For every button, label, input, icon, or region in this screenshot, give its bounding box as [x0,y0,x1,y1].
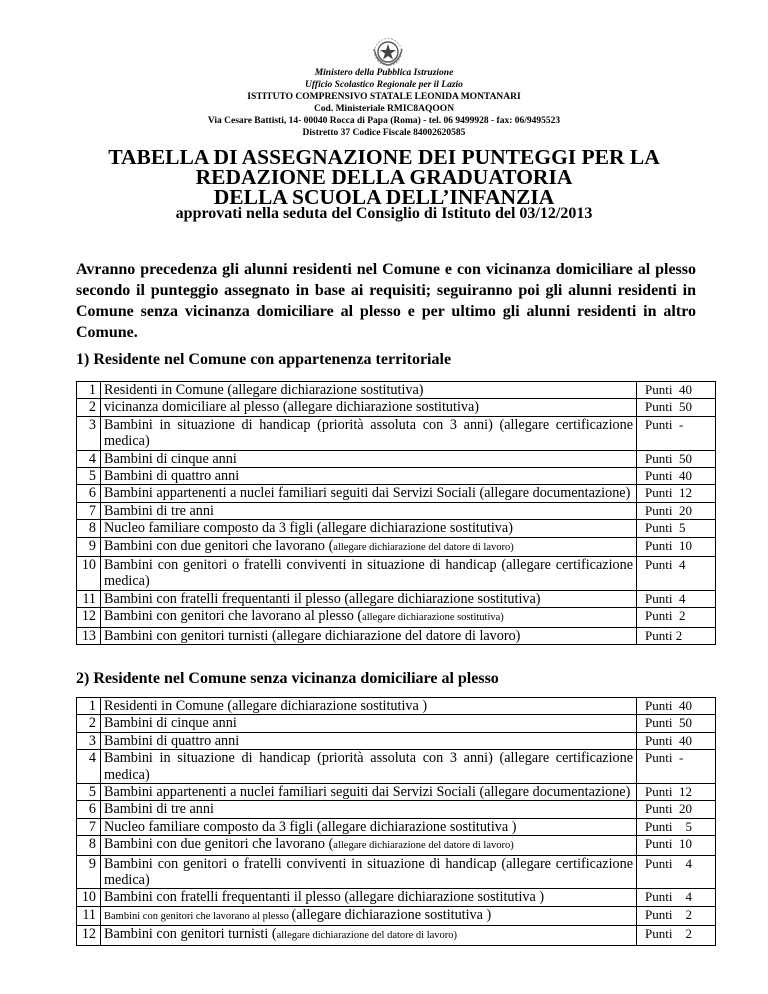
criterion-description [101,520,637,537]
criterion-description [101,836,637,855]
criterion-text: Bambini con due genitori che lavorano ( [104,537,334,554]
row-number: 7 [77,818,101,835]
title-line-1: TABELLA DI ASSEGNAZIONE DEI PUNTEGGI PER LA [108,145,660,169]
title-line-3: DELLA SCUOLA DELL’INFANZIA [213,185,555,209]
row-number: 11 [77,590,101,607]
criterion-text: Bambini di cinque anni [104,450,237,467]
row-number: 12 [77,608,101,627]
row-number: 5 [77,468,101,485]
criterion-description [101,382,637,399]
document-subtitle: approvati nella seduta del Consiglio di Istituto del 03/12/2013 [175,205,593,222]
table-row [77,416,716,450]
school-address: Via Cesare Battisti, 14- 00040 Rocca di Papa (Roma) - tel. 06 9499928 - fax: 06/9495523 [207,116,561,126]
criterion-description [101,889,637,906]
table-row [77,557,716,591]
table-row [77,906,716,925]
row-number: 9 [77,855,101,889]
row-number: 13 [77,627,101,644]
row-number: 7 [77,502,101,519]
points-value: Punti 2 [637,608,716,627]
table-row [77,537,716,556]
criterion-small-text: allegare dichiarazione del datore di lavoro) [276,930,458,942]
points-value: Punti 4 [637,889,716,906]
points-value: Punti 40 [637,732,716,749]
criterion-description [101,537,637,556]
points-value: Punti 50 [637,450,716,467]
row-number: 10 [77,557,101,591]
section-1-heading: 1) Residente nel Comune con appartenenza territoriale [76,351,452,368]
section-2-table [76,697,716,946]
table-row [77,698,716,715]
criterion-text: Bambini di quattro anni [104,732,240,749]
points-value: Punti 2 [637,627,716,644]
row-number: 10 [77,889,101,906]
row-number: 8 [77,520,101,537]
row-number: 3 [77,732,101,749]
points-value: Punti 10 [637,836,716,855]
table-row [77,450,716,467]
row-number: 12 [77,926,101,945]
criterion-description [101,855,637,889]
table-row [77,784,716,801]
criterion-description [101,698,637,715]
criterion-description [101,416,637,450]
table-row [77,750,716,784]
criterion-text: Bambini appartenenti a nuclei familiari seguiti dai Servizi Sociali (allegare documentazione) [104,485,631,502]
regional-office: Ufficio Scolastico Regionale per il Lazio [305,80,463,90]
points-value: Punti 40 [637,698,716,715]
criterion-description [101,818,637,835]
criterion-text: Bambini in situazione di handicap (priorità assoluta con 3 anni) (allegare certificazione medica) [104,750,633,783]
table-row [77,608,716,627]
table-row [77,818,716,835]
criterion-text: Bambini con genitori turnisti (allegare dichiarazione del datore di lavoro) [104,627,521,644]
points-value: Punti 10 [637,537,716,556]
criterion-text: Bambini con genitori o fratelli conviventi in situazione di handicap (allegare certificazione medica) [104,557,633,590]
section-2-heading: 2) Residente nel Comune senza vicinanza domiciliare al plesso [76,670,499,687]
criterion-description [101,926,637,945]
points-value: Punti 4 [637,855,716,889]
table-row [77,502,716,519]
row-number: 1 [77,382,101,399]
criterion-text: Nucleo familiare composto da 3 figli (allegare dichiarazione sostitutiva ) [104,818,517,835]
row-number: 5 [77,784,101,801]
points-value: Punti 2 [637,926,716,945]
table-row [77,926,716,945]
criterion-text: (allegare dichiarazione sostitutiva ) [291,906,492,923]
row-number: 4 [77,750,101,784]
intro-paragraph: Avranno precedenza gli alunni residenti nel Comune e con vicinanza domiciliare al plesso secondo il punteggio assegnato in base ai requisiti; seguiranno poi gli alunni residenti in Comune senza vicinanza domiciliare al plesso e per ultimo gli alunni residenti in altro Comune. [76,261,696,341]
criterion-text: Bambini con genitori o fratelli conviventi in situazione di handicap (allegare certificazione medica) [104,855,633,889]
criterion-text: Bambini appartenenti a nuclei familiari seguiti dai Servizi Sociali (allegare documentazione) [104,784,631,801]
criterion-description [101,557,637,591]
criterion-description [101,608,637,627]
criterion-text: Bambini di quattro anni [104,468,240,485]
row-number: 6 [77,485,101,502]
section-1-table [76,381,716,645]
criterion-description [101,627,637,644]
criterion-description [101,450,637,467]
criterion-description [101,399,637,416]
row-number: 6 [77,801,101,818]
table-row [77,889,716,906]
criterion-text: Bambini con due genitori che lavorano ( [104,836,334,853]
criterion-text: Residenti in Comune (allegare dichiarazione sostitutiva) [104,382,424,398]
criterion-text: Bambini con genitori turnisti ( [104,926,277,943]
criterion-description [101,485,637,502]
points-value: Punti - [637,750,716,784]
title-line-2: REDAZIONE DELLA GRADUATORIA [195,165,573,189]
republic-emblem-icon [371,37,405,67]
table-row [77,715,716,732]
ministry-code: Cod. Ministeriale RMIC8AQOON [313,104,455,114]
points-value: Punti 4 [637,557,716,591]
points-value: Punti 5 [637,520,716,537]
table-row [77,520,716,537]
criterion-text: Bambini di tre anni [104,502,214,519]
criterion-description [101,750,637,784]
criterion-description [101,590,637,607]
row-number: 9 [77,537,101,556]
criterion-description [101,906,637,925]
institution-header [0,67,768,139]
table-row [77,485,716,502]
criterion-description [101,784,637,801]
points-value: Punti 4 [637,590,716,607]
table-row [77,627,716,644]
points-value: Punti - [637,416,716,450]
table-row [77,836,716,855]
row-number: 8 [77,836,101,855]
criterion-text: Bambini con genitori che lavorano al plesso ( [104,608,363,625]
criterion-text: Residenti in Comune (allegare dichiarazione sostitutiva ) [104,698,428,714]
criterion-description [101,801,637,818]
table-row [77,855,716,889]
points-value: Punti 20 [637,801,716,818]
table-row [77,801,716,818]
points-value: Punti 12 [637,485,716,502]
criterion-text: Bambini di tre anni [104,801,214,818]
points-value: Punti 50 [637,715,716,732]
criterion-text: vicinanza domiciliare al plesso (allegare dichiarazione sostitutiva) [104,399,480,416]
district-tax-code: Distretto 37 Codice Fiscale 84002620585 [302,128,466,138]
criterion-description [101,502,637,519]
criterion-small-text: allegare dichiarazione del datore di lavoro) [333,541,514,553]
row-number: 2 [77,399,101,416]
criterion-small-text: Bambini con genitori che lavorano al plesso [104,910,292,922]
points-value: Punti 40 [637,382,716,399]
row-number: 11 [77,906,101,925]
table-row [77,468,716,485]
points-value: Punti 40 [637,468,716,485]
criterion-description [101,715,637,732]
points-value: Punti 12 [637,784,716,801]
points-value: Punti 20 [637,502,716,519]
points-value: Punti 5 [637,818,716,835]
criterion-small-text: allegare dichiarazione sostitutiva) [362,612,504,624]
row-number: 2 [77,715,101,732]
criterion-text: Nucleo familiare composto da 3 figli (allegare dichiarazione sostitutiva) [104,520,513,537]
criterion-text: Bambini con fratelli frequentanti il plesso (allegare dichiarazione sostitutiva) [104,590,541,607]
row-number: 4 [77,450,101,467]
criterion-text: Bambini con fratelli frequentanti il plesso (allegare dichiarazione sostitutiva ) [104,889,545,906]
criterion-description [101,468,637,485]
school-name: ISTITUTO COMPRENSIVO STATALE LEONIDA MONTANARI [247,92,521,102]
row-number: 3 [77,416,101,450]
criterion-text: Bambini in situazione di handicap (priorità assoluta con 3 anni) (allegare certificazione medica) [104,416,633,450]
table-row [77,382,716,399]
criterion-description [101,732,637,749]
points-value: Punti 2 [637,906,716,925]
row-number: 1 [77,698,101,715]
ministry-name: Ministero della Pubblica Istruzione [314,68,454,78]
table-row [77,590,716,607]
table-row [77,732,716,749]
criterion-small-text: allegare dichiarazione del datore di lavoro) [333,840,514,852]
points-value: Punti 50 [637,399,716,416]
document-title [0,147,768,207]
table-row [77,399,716,416]
criterion-text: Bambini di cinque anni [104,715,237,732]
